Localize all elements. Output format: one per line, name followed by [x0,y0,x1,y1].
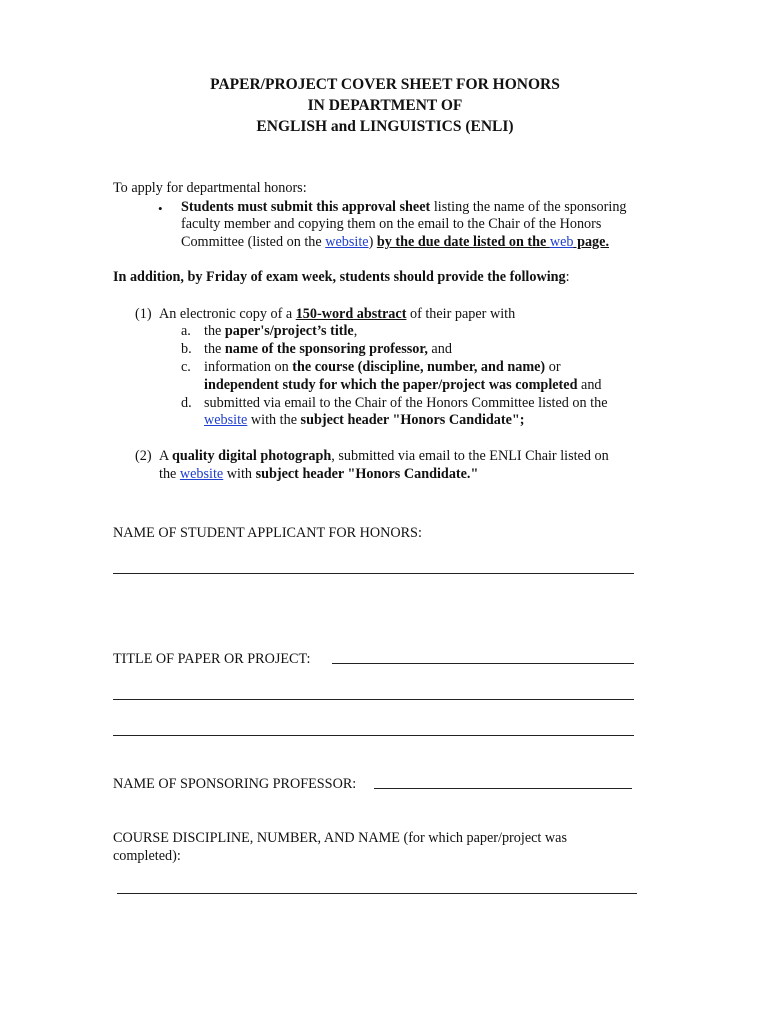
item-1d-mid: with the [247,412,301,428]
course-note: (for which paper/project was [399,830,567,846]
professor-label: NAME OF SPONSORING PROFESSOR: [113,776,357,792]
website-link-2[interactable]: website [204,412,248,428]
item-1c-text-2 [204,376,602,394]
item-1c-strong: the course (discipline, number, and name) [292,359,546,375]
item-1a-text [204,322,357,340]
paper-title-line-2[interactable] [113,699,634,700]
item-2-strong: quality digital photograph [172,448,332,464]
item-1-post: of their paper with [406,306,516,322]
professor-line[interactable] [374,788,632,789]
bullet-line-1 [181,198,627,216]
due-date-strong: by the due date listed on the [376,234,550,250]
item-1a-letter: a. [181,323,191,339]
course-label-line [113,829,567,847]
abstract-strong: 150-word abstract [295,306,407,322]
student-name-label: NAME OF STUDENT APPLICANT FOR HONORS: [113,525,422,541]
item-1b-pre: the [204,341,225,357]
item-1b-letter: b. [181,341,192,357]
bullet-line-3 [181,233,609,251]
item-1d-text-2 [204,411,525,429]
title-line-1: PAPER/PROJECT COVER SHEET FOR HONORS [210,76,560,93]
paper-title-label: TITLE OF PAPER OR PROJECT: [113,651,311,667]
course-label: COURSE DISCIPLINE, NUMBER, AND NAME [113,830,400,846]
item-1b-strong: name of the sponsoring professor, [224,341,428,357]
item-1d-letter: d. [181,395,192,411]
item-1d-text: submitted via email to the Chair of the Honors Committee listed on the [204,395,608,411]
item-1b-post: and [427,341,452,357]
item-2-post: , submitted via email to the ENLI Chair listed on [331,448,609,464]
title-line-2: IN DEPARTMENT OF [307,97,463,114]
item-1c-text [204,358,561,376]
item-2-line-2 [159,465,478,483]
item-1-line [159,305,515,323]
website-link-3[interactable]: website [179,466,224,482]
item-2-number: (2) [135,448,152,464]
website-link-1[interactable]: website [325,234,369,250]
bullet-text-1: listing the name of the sponsoring [430,199,627,215]
item-1c2-post: and [577,377,602,393]
item-2-pre: A [159,448,173,464]
bullet-line-2: faculty member and copying them on the email to the Chair of the Honors [181,216,602,232]
bullet-line-3-pre: Committee (listed on the [181,234,326,250]
item-1c2-strong: independent study for which the paper/project was completed [204,377,578,393]
item-1a-post: , [353,323,358,339]
item-1-number: (1) [135,306,152,322]
student-name-line[interactable] [113,573,634,574]
item-1d-strong: subject header "Honors Candidate"; [300,412,525,428]
item-1a-pre: the [204,323,225,339]
addition-colon: : [565,269,570,285]
item-1c-post: or [545,359,561,375]
course-line[interactable] [117,893,637,894]
item-1c-pre: information on [204,359,293,375]
item-1-pre: An electronic copy of a [159,306,296,322]
paper-title-line-1[interactable] [332,663,634,664]
item-2-l2-mid: with [223,466,256,482]
bullet-line-3-mid: ) [368,234,377,250]
bullet-strong: Students must submit this approval sheet [181,199,431,215]
paper-title-line-3[interactable] [113,735,634,736]
page-strong: page. [573,234,609,250]
item-1b-text [204,340,452,358]
bullet-icon: • [158,201,163,216]
item-2-l2-strong: subject header "Honors Candidate." [255,466,479,482]
addition-line [113,268,570,286]
web-link[interactable]: web [549,234,574,250]
title-line-3: ENGLISH and LINGUISTICS (ENLI) [256,118,514,135]
item-2-l2-pre: the [159,466,180,482]
item-1c-letter: c. [181,359,191,375]
item-1a-strong: paper's/project’s title [224,323,354,339]
item-2-line [159,447,609,465]
course-note-2: completed): [113,848,181,864]
addition-strong: In addition, by Friday of exam week, students should provide the following [113,269,566,285]
intro-text: To apply for departmental honors: [113,180,307,196]
